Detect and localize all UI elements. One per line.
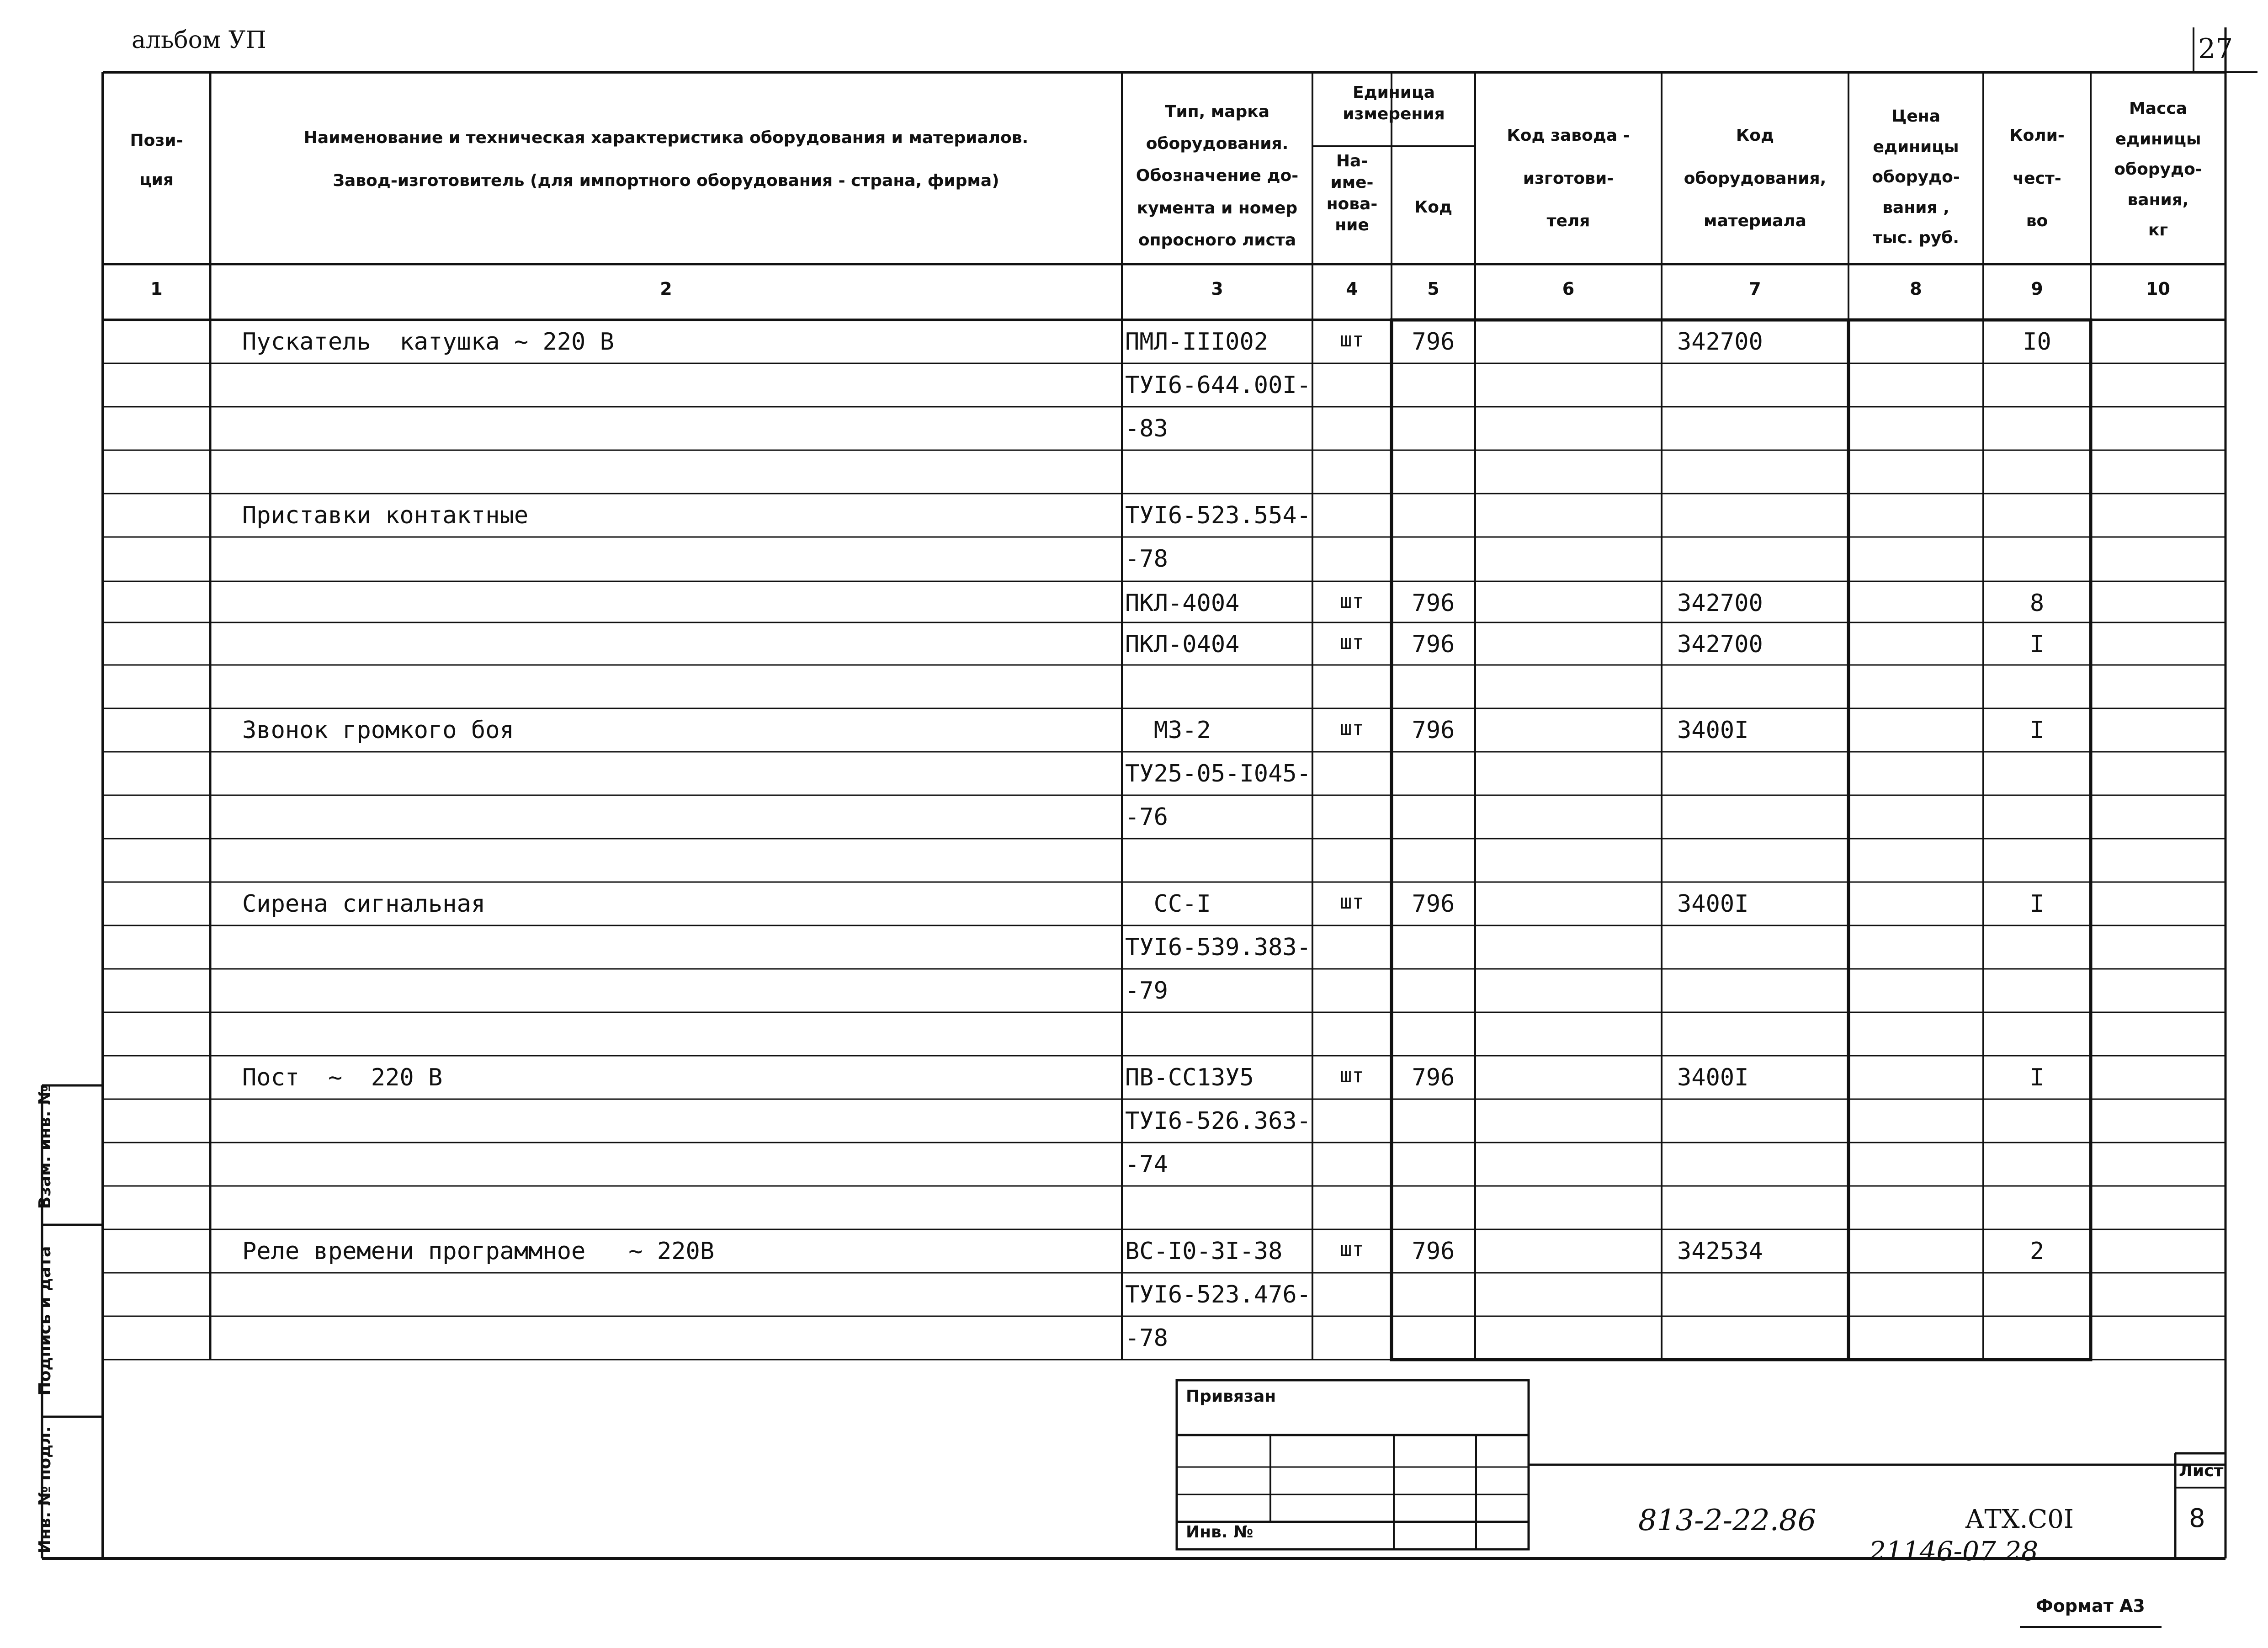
- header-factory-code-line: теля: [1546, 212, 1590, 231]
- bold-block-5-9: [1392, 320, 2091, 1360]
- header-price-line: оборудо-: [1872, 168, 1960, 187]
- row-type: ТУI6-644.00I-: [1125, 372, 1311, 399]
- stamp-doc-code: 813-2-22.86: [1638, 1504, 1817, 1537]
- row-type: -78: [1125, 1324, 1168, 1352]
- page-number-top: 27: [2198, 33, 2233, 65]
- header-price-line: тыс. руб.: [1872, 229, 1960, 248]
- header-position: [103, 121, 210, 200]
- row-type: ПКЛ-0404: [1125, 631, 1240, 658]
- header-unit-group: [1312, 82, 1475, 125]
- row-equipment-code: 342700: [1677, 631, 1763, 658]
- column-number-7: 7: [1749, 279, 1761, 299]
- row-unit: шт: [1340, 1238, 1364, 1261]
- header-quantity-line: во: [2026, 212, 2048, 231]
- row-name: Звонок громкого боя: [242, 717, 514, 744]
- row-name: Пускатель катушка ~ 220 В: [242, 328, 614, 356]
- row-unit-code: 796: [1412, 717, 1455, 744]
- archive-number: 21146-07 28: [1869, 1536, 2039, 1567]
- header-equipment-code-line: оборудования,: [1684, 169, 1827, 188]
- header-factory-code-line: Код завода -: [1507, 126, 1630, 145]
- row-unit-code: 796: [1412, 590, 1455, 617]
- column-number-2: 2: [660, 279, 672, 299]
- side-label-podpis: Подпись и дата: [36, 1246, 54, 1396]
- side-label-vzam: Взам. инв. №: [36, 1085, 54, 1209]
- row-name: Пост ~ 220 В: [242, 1064, 443, 1091]
- header-name-line: Наименование и техническая характеристика оборудования и материалов.: [303, 128, 1029, 147]
- row-unit: шт: [1340, 717, 1364, 740]
- row-quantity: I: [2029, 717, 2045, 744]
- header-type-line: Тип, марка: [1164, 102, 1270, 121]
- header-price-line: Цена: [1891, 107, 1940, 126]
- header-mass-line: вания,: [2127, 190, 2189, 209]
- row-type: ТУI6-526.363-: [1125, 1107, 1311, 1135]
- row-quantity: 8: [2029, 590, 2045, 617]
- header-mass-line: оборудо-: [2114, 160, 2202, 179]
- row-type: ТУI6-539.383-: [1125, 934, 1311, 961]
- header-mass-line: кг: [2148, 221, 2168, 240]
- header-factory-code: [1475, 114, 1662, 243]
- column-number-5: 5: [1427, 279, 1439, 299]
- row-name: Сирена сигнальная: [242, 890, 486, 918]
- row-unit-code: 796: [1412, 328, 1455, 356]
- row-equipment-code: 342700: [1677, 328, 1763, 356]
- row-equipment-code: 3400I: [1677, 717, 1749, 744]
- row-type: -74: [1125, 1151, 1168, 1178]
- row-type: ТУ25-05-I045-: [1125, 760, 1311, 787]
- row-quantity: I: [2029, 1064, 2045, 1091]
- header-name-line: Завод-изготовитель (для импортного оборудования - страна, фирма): [333, 171, 999, 190]
- header-unit-group-line: измерения: [1343, 104, 1445, 123]
- header-type-line: кумента и номер: [1137, 198, 1298, 218]
- row-type: ПКЛ-4004: [1125, 590, 1240, 617]
- row-type: ТУI6-523.476-: [1125, 1281, 1311, 1308]
- row-type: ВС-I0-3I-38: [1125, 1238, 1283, 1265]
- header-type-line: Обозначение до-: [1136, 166, 1299, 186]
- header-quantity-line: чест-: [2013, 169, 2061, 188]
- row-equipment-code: 342534: [1677, 1238, 1763, 1265]
- header-equipment-code-line: материала: [1704, 212, 1806, 231]
- header-name: [215, 117, 1117, 202]
- row-type: -76: [1125, 803, 1168, 831]
- header-price-line: единицы: [1873, 137, 1959, 156]
- row-unit: шт: [1340, 328, 1364, 351]
- header-equipment-code-line: Код: [1736, 126, 1774, 145]
- header-unit-group-line: Единица: [1353, 83, 1435, 102]
- side-label-inv-podl: Инв. № подл.: [36, 1426, 54, 1554]
- header-unit-code: [1392, 192, 1475, 223]
- row-unit-code: 796: [1412, 631, 1455, 658]
- stamp-inv-no: Инв. №: [1186, 1523, 1254, 1542]
- row-equipment-code: 3400I: [1677, 1064, 1749, 1091]
- header-position-line: Пози-: [130, 131, 183, 150]
- stamp-sheet-label: Лист: [2179, 1462, 2224, 1480]
- row-quantity: I: [2029, 890, 2045, 918]
- header-price-line: вания ,: [1882, 198, 1949, 217]
- column-number-9: 9: [2031, 279, 2043, 299]
- row-equipment-code: 342700: [1677, 590, 1763, 617]
- header-unit-code-line: Код: [1414, 198, 1453, 217]
- row-name: Приставки контактные: [242, 502, 529, 529]
- row-type: -79: [1125, 977, 1168, 1005]
- header-unit-name-line: нова-: [1326, 194, 1378, 213]
- row-name: Реле времени программное ~ 220В: [242, 1238, 715, 1265]
- header-quantity-line: Коли-: [2009, 126, 2065, 145]
- row-type: ПВ-СС13У5: [1125, 1064, 1254, 1091]
- column-number-4: 4: [1346, 279, 1358, 299]
- row-type: ТУI6-523.554-: [1125, 502, 1311, 529]
- header-type-line: оборудования.: [1146, 134, 1289, 154]
- row-type: МЗ-2: [1125, 717, 1211, 744]
- row-type: -83: [1125, 415, 1168, 442]
- column-number-1: 1: [150, 279, 163, 299]
- header-mass-line: Масса: [2129, 99, 2188, 118]
- column-number-10: 10: [2146, 279, 2170, 299]
- row-unit-code: 796: [1412, 1064, 1455, 1091]
- row-type: СС-I: [1125, 890, 1211, 918]
- row-type: ПМЛ-III002: [1125, 328, 1269, 356]
- stamp-privyazan: Привязан: [1186, 1387, 1276, 1406]
- header-quantity: [1983, 114, 2091, 243]
- row-unit-code: 796: [1412, 1238, 1455, 1265]
- row-type: -78: [1125, 545, 1168, 573]
- header-mass-line: единицы: [2115, 129, 2201, 149]
- header-unit-name-line: име-: [1330, 173, 1374, 192]
- column-number-8: 8: [1910, 279, 1922, 299]
- header-equipment-code: [1662, 114, 1848, 243]
- row-quantity: I: [2029, 631, 2045, 658]
- row-unit: шт: [1340, 890, 1364, 914]
- album-label: альбом УП: [132, 27, 266, 54]
- row-unit-code: 796: [1412, 890, 1455, 918]
- header-position-line: ция: [139, 170, 174, 190]
- header-factory-code-line: изготови-: [1523, 169, 1614, 188]
- header-unit-name-line: На-: [1336, 152, 1368, 170]
- row-unit: шт: [1340, 590, 1364, 613]
- column-number-3: 3: [1211, 279, 1223, 299]
- stamp-sheet-number: 8: [2189, 1504, 2205, 1533]
- header-mass: [2091, 94, 2226, 246]
- row-quantity: 2: [2029, 1238, 2045, 1265]
- header-unit-name-line: ние: [1335, 216, 1369, 235]
- stamp-doc-mark: АТХ.С0I: [1965, 1504, 2074, 1534]
- row-equipment-code: 3400I: [1677, 890, 1749, 918]
- header-price: [1848, 101, 1983, 254]
- header-type: [1122, 96, 1312, 256]
- header-type-line: опросного листа: [1138, 230, 1296, 250]
- header-unit-name: [1312, 151, 1392, 236]
- row-unit: шт: [1340, 1064, 1364, 1087]
- row-quantity: I0: [2023, 328, 2051, 356]
- format-label: Формат А3: [2036, 1596, 2145, 1616]
- column-number-6: 6: [1562, 279, 1575, 299]
- row-unit: шт: [1340, 631, 1364, 654]
